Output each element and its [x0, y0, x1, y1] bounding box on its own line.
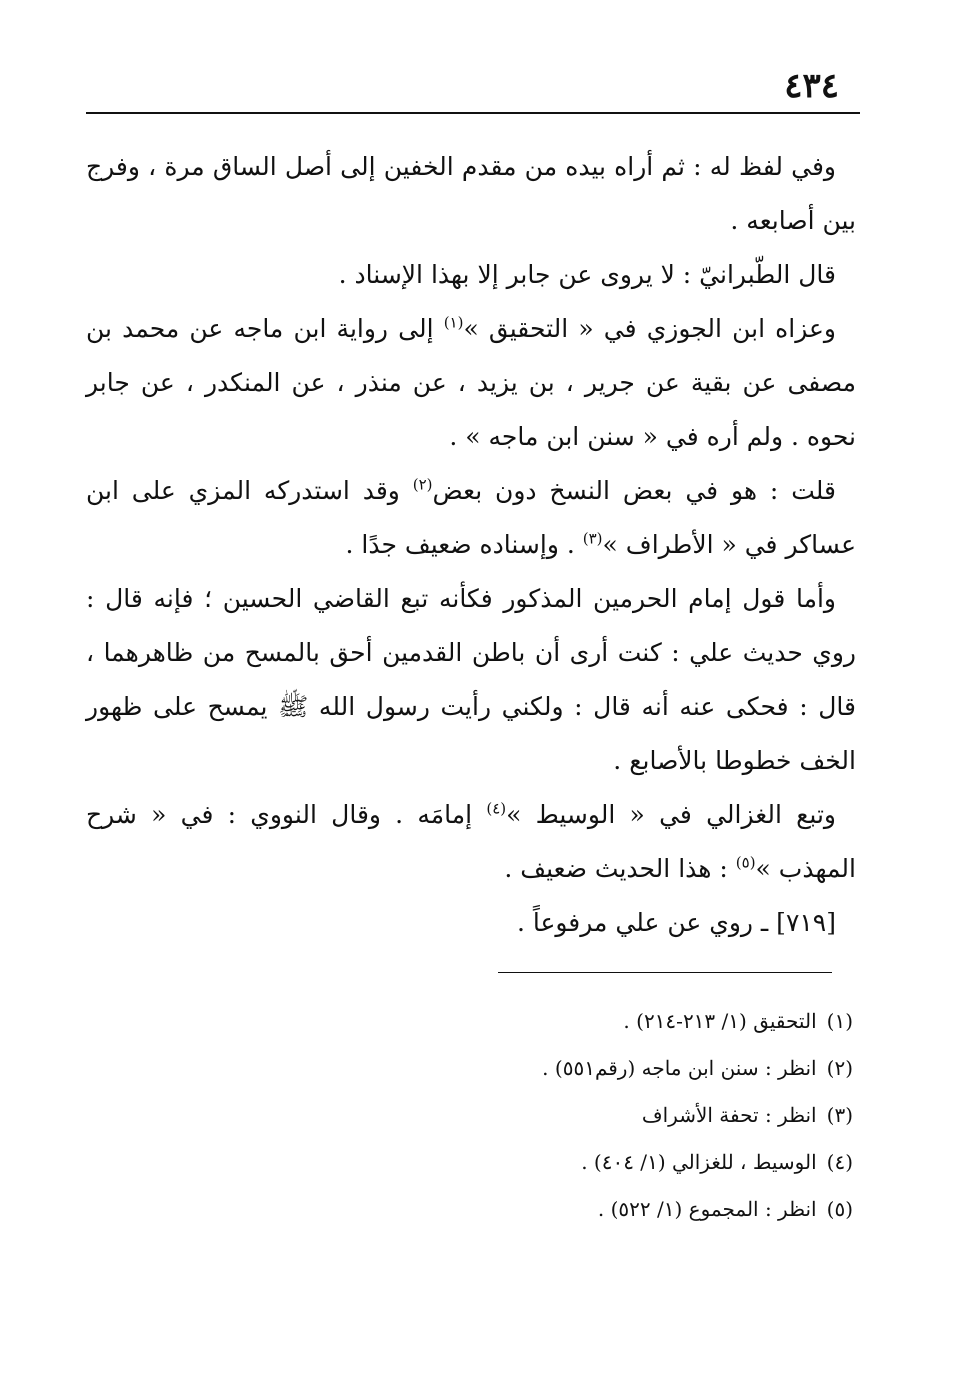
header-rule	[86, 112, 860, 114]
paragraph-6-text-a: وتبع الغزالي في « الوسيط »	[506, 800, 836, 829]
paragraph-1-text: وفي لفظ له : ثم أراه بيده من مقدم الخفين إلى أصل الساق مرة ، وفرج بين أصابعه .	[86, 152, 856, 235]
footnote-4	[153, 1139, 853, 1186]
footnote-number: (٣)	[826, 1103, 853, 1127]
footnote-ref-2: (٢)	[412, 475, 433, 494]
footnote-number: (٤)	[826, 1150, 853, 1174]
page-number: ٤٣٤	[784, 66, 839, 106]
footnote-3	[153, 1092, 853, 1139]
footnote-text: انظر : تحفة الأشراف	[641, 1103, 817, 1127]
footnote-5	[153, 1186, 853, 1233]
paragraph-6-text-b: إمامَه . وقال النووي : في « شرح المهذب »	[86, 800, 856, 883]
hadith-entry	[86, 896, 856, 950]
footnote-text: الوسيط ، للغزالي (١/ ٤٠٤) .	[581, 1150, 817, 1174]
paragraph-2-text: قال الطّبرانيّ : لا يروى عن جابر إلا بهذا الإسناد .	[338, 260, 836, 289]
footnote-number: (٢)	[826, 1056, 853, 1080]
footnote-text: التحقيق (١/ ٢١٣-٢١٤) .	[623, 1009, 817, 1033]
paragraph-4-text-a: قلت : هو في بعض النسخ دون بعض	[432, 476, 836, 505]
footnote-text: انظر : المجموع (١/ ٥٢٢) .	[597, 1197, 817, 1221]
footnote-number: (٥)	[826, 1197, 853, 1221]
footnotes	[153, 998, 853, 1233]
paragraph-4-text-c: . وإسناده ضعيف جدًا .	[345, 530, 583, 559]
paragraph-2	[86, 248, 856, 302]
footnote-separator	[498, 972, 832, 973]
footnote-ref-3: (٣)	[582, 529, 603, 548]
footnote-ref-1: (١)	[443, 313, 464, 332]
paragraph-4-text-b: وقد استدركه المزي على ابن عساكر في « الأطراف »	[86, 476, 856, 559]
paragraph-6	[86, 788, 856, 896]
paragraph-6-text-c: : هذا الحديث ضعيف .	[504, 854, 736, 883]
footnote-ref-4: (٤)	[486, 799, 507, 818]
paragraph-5-text: وأما قول إمام الحرمين المذكور فكأنه تبع القاضي الحسين ؛ فإنه قال : روي حديث علي : كنت أرى أن باطن القدمين أحق بالمسح من ظاهرهما ، قال : فحكى عنه أنه قال : ولكني رأيت رسول الله ﷺ يمسح على ظهور الخف خطوطا بالأصابع .	[86, 584, 856, 775]
hadith-entry-text: [٧١٩] ـ روي عن علي مرفوعاً .	[516, 908, 836, 937]
footnote-number: (١)	[826, 1009, 853, 1033]
main-text	[86, 140, 856, 950]
footnote-2	[153, 1045, 853, 1092]
paragraph-3-text-b: إلى رواية ابن ماجه عن محمد بن مصفى عن بقية عن جرير ، بن يزيد ، عن منذر ، عن المنكدر ، عن جابر نحوه . ولم أره في « سنن ابن ماجه » .	[86, 314, 856, 451]
paragraph-3	[86, 302, 856, 464]
paragraph-4	[86, 464, 856, 572]
footnote-text: انظر : سنن ابن ماجه (رقم٥٥١) .	[542, 1056, 817, 1080]
footnote-1	[153, 998, 853, 1045]
paragraph-5	[86, 572, 856, 788]
paragraph-1	[86, 140, 856, 248]
paragraph-3-text-a: وعزاه ابن الجوزي في « التحقيق »	[463, 314, 836, 343]
footnote-ref-5: (٥)	[735, 853, 756, 872]
